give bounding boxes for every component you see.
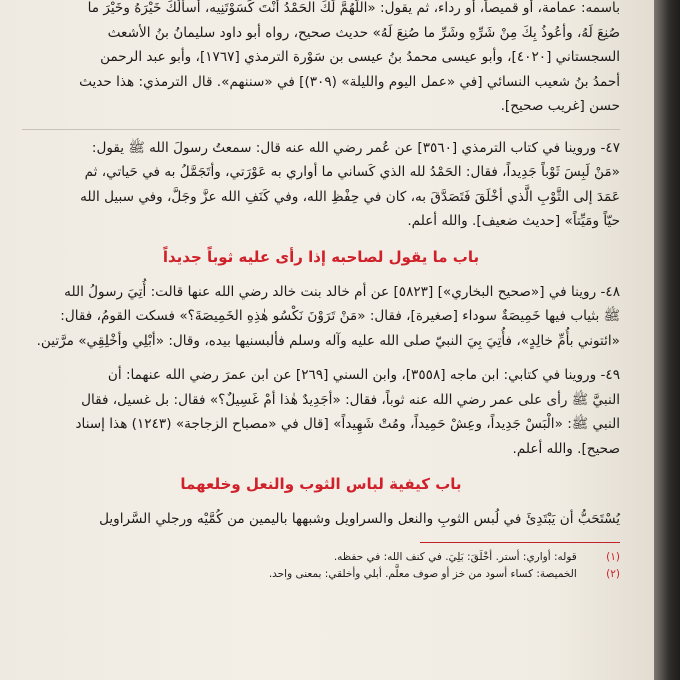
footnote-number: (١): [606, 550, 620, 563]
paragraph-top: [22, 0, 620, 119]
hadith-47: [22, 136, 620, 234]
footnotes: [22, 549, 620, 583]
text-line: عَمَدَ إلى الثَّوْبِ الَّذي أخْلَقَ فَتَصَدَّقَ به، كان في حِفْظِ الله، وفي كَنَفِ الله عزَّ وجَلَّ، وفي سبيل الله: [80, 188, 620, 205]
text-line: السجستاني [٤٠٢٠]، وأبو عيسى محمدُ بنُ عيسى بن سَوْرة الترمذي [١٧٦٧]، وأبو عبد الرحمن: [100, 49, 620, 65]
text-line: حسن [غريب صحيح].: [500, 98, 620, 114]
footnote-item: [22, 549, 620, 566]
footnote-separator: [420, 542, 620, 543]
text-line: باسمه: عمامة، أو قميصاً، أو رداء، ثم يقول: «اللَّهُمَّ لَكَ الحَمْدُ أنْتَ كَسَوْتَنِيه، أسألُكَ خَيْرَهُ وخَيْرَ ما: [87, 0, 620, 16]
text-line: ٤٩- وروينا في كتابي: ابن ماجه [٣٥٥٨]، وابن السني [٢٦٩] عن ابن عمرَ رضي الله عنهما: أن: [107, 367, 620, 383]
text-line: ٤٨- روينا في [«صحيح البخاري»] [٥٨٢٣] عن أم خالد بنت خالد رضي الله عنها قالت: أُتِيَ رسولُ الله: [64, 283, 620, 300]
text-line: النبي ﷺ: «الْبَسْ جَدِيداً، وعِشْ حَمِيداً، ومُتْ شَهِيداً» [قال في «مصباح الزجاجة» (١٢٤٣) هذا إسناد: [75, 416, 620, 432]
text-line: «مَنْ لَبِسَ ثَوْباً جَدِيداً، فقال: الحَمْدُ لله الذي كَساني ما أواري به عَوْرَتي، وأتَجَمَّلُ به في حَياتي، ثم: [84, 164, 620, 180]
footnote-number: (٢): [606, 567, 620, 580]
divider: [22, 129, 620, 130]
text-line: «ائتوني بأُمِّ خالِدٍ»، فأُتِيَ بِيَ النبيّ صلى الله عليه وآله وسلم فألبسنيها بيده، وقال: «أبْلِي وأخْلِقِي» مرَّتين.: [36, 332, 620, 349]
page-text: [22, 0, 620, 583]
text-line: ﷺ بثياب فيها خَمِيصَةٌ سوداء [صغيرة]، فقال: «مَنْ تَرَوْنَ نَكْسُو هٰذِهِ الخَمِيصَةَ؟» فسكت القومُ، فقال:: [60, 308, 620, 324]
chapter-heading: باب كيفية لباس الثوب والنعل وخلعهما: [180, 475, 462, 493]
text-line: أحمدُ بنُ شعيب النسائي [في «عمل اليوم والليلة» (٣٠٩)] في «سننهم». قال الترمذي: هذا حديث: [79, 73, 620, 90]
chapter-heading: باب ما يقول لصاحبه إذا رأى عليه ثوباً جديداً: [162, 247, 480, 266]
book-spine: [654, 0, 680, 680]
hadith-49: [22, 363, 620, 461]
footnote-item: [22, 566, 620, 583]
text-line: يُسْتَحَبُّ أن يَبْتَدِئَ في لُبس الثوبِ والنعل والسراويل وشبهها باليمين من كُمَّيْه ورجلي السَّراويل: [99, 511, 620, 527]
text-line: صحيح]. والله أعلم.: [512, 440, 620, 457]
footnote-text: الخميصة: كساء أسود من خز أو صوف معلَّم. أبلي وأخلقي: بمعنى واحد.: [268, 567, 577, 580]
text-line: ٤٧- وروينا في كتاب الترمذي [٣٥٦٠] عن عُمر رضي الله عنه قال: سمعتُ رسولَ الله ﷺ يقول:: [91, 139, 620, 156]
hadith-48: [22, 280, 620, 354]
footnote-text: قوله: أواري: أستر. أخْلَقَ: بَلِيَ. في كنف الله: في حفظه.: [333, 550, 577, 563]
text-line: صُنِعَ لَهُ، وأعُوذُ بِكَ مِنْ شَرِّهِ وشَرِّ ما صُنِعَ لَهُ» حديث صحيح، رواه أبو داود سليمانُ بنُ الأشعث: [107, 24, 620, 41]
text-line: النبيَّ ﷺ رأى على عمر رضي الله عنه ثوباً، فقال: «أجَدِيدٌ هٰذا أمْ غَسِيلٌ؟» فقال: بل غسيل، فقال: [81, 391, 620, 408]
text-line: حيّاً ومَيِّتاً» [حديث ضعيف]. والله أعلم.: [407, 213, 620, 229]
